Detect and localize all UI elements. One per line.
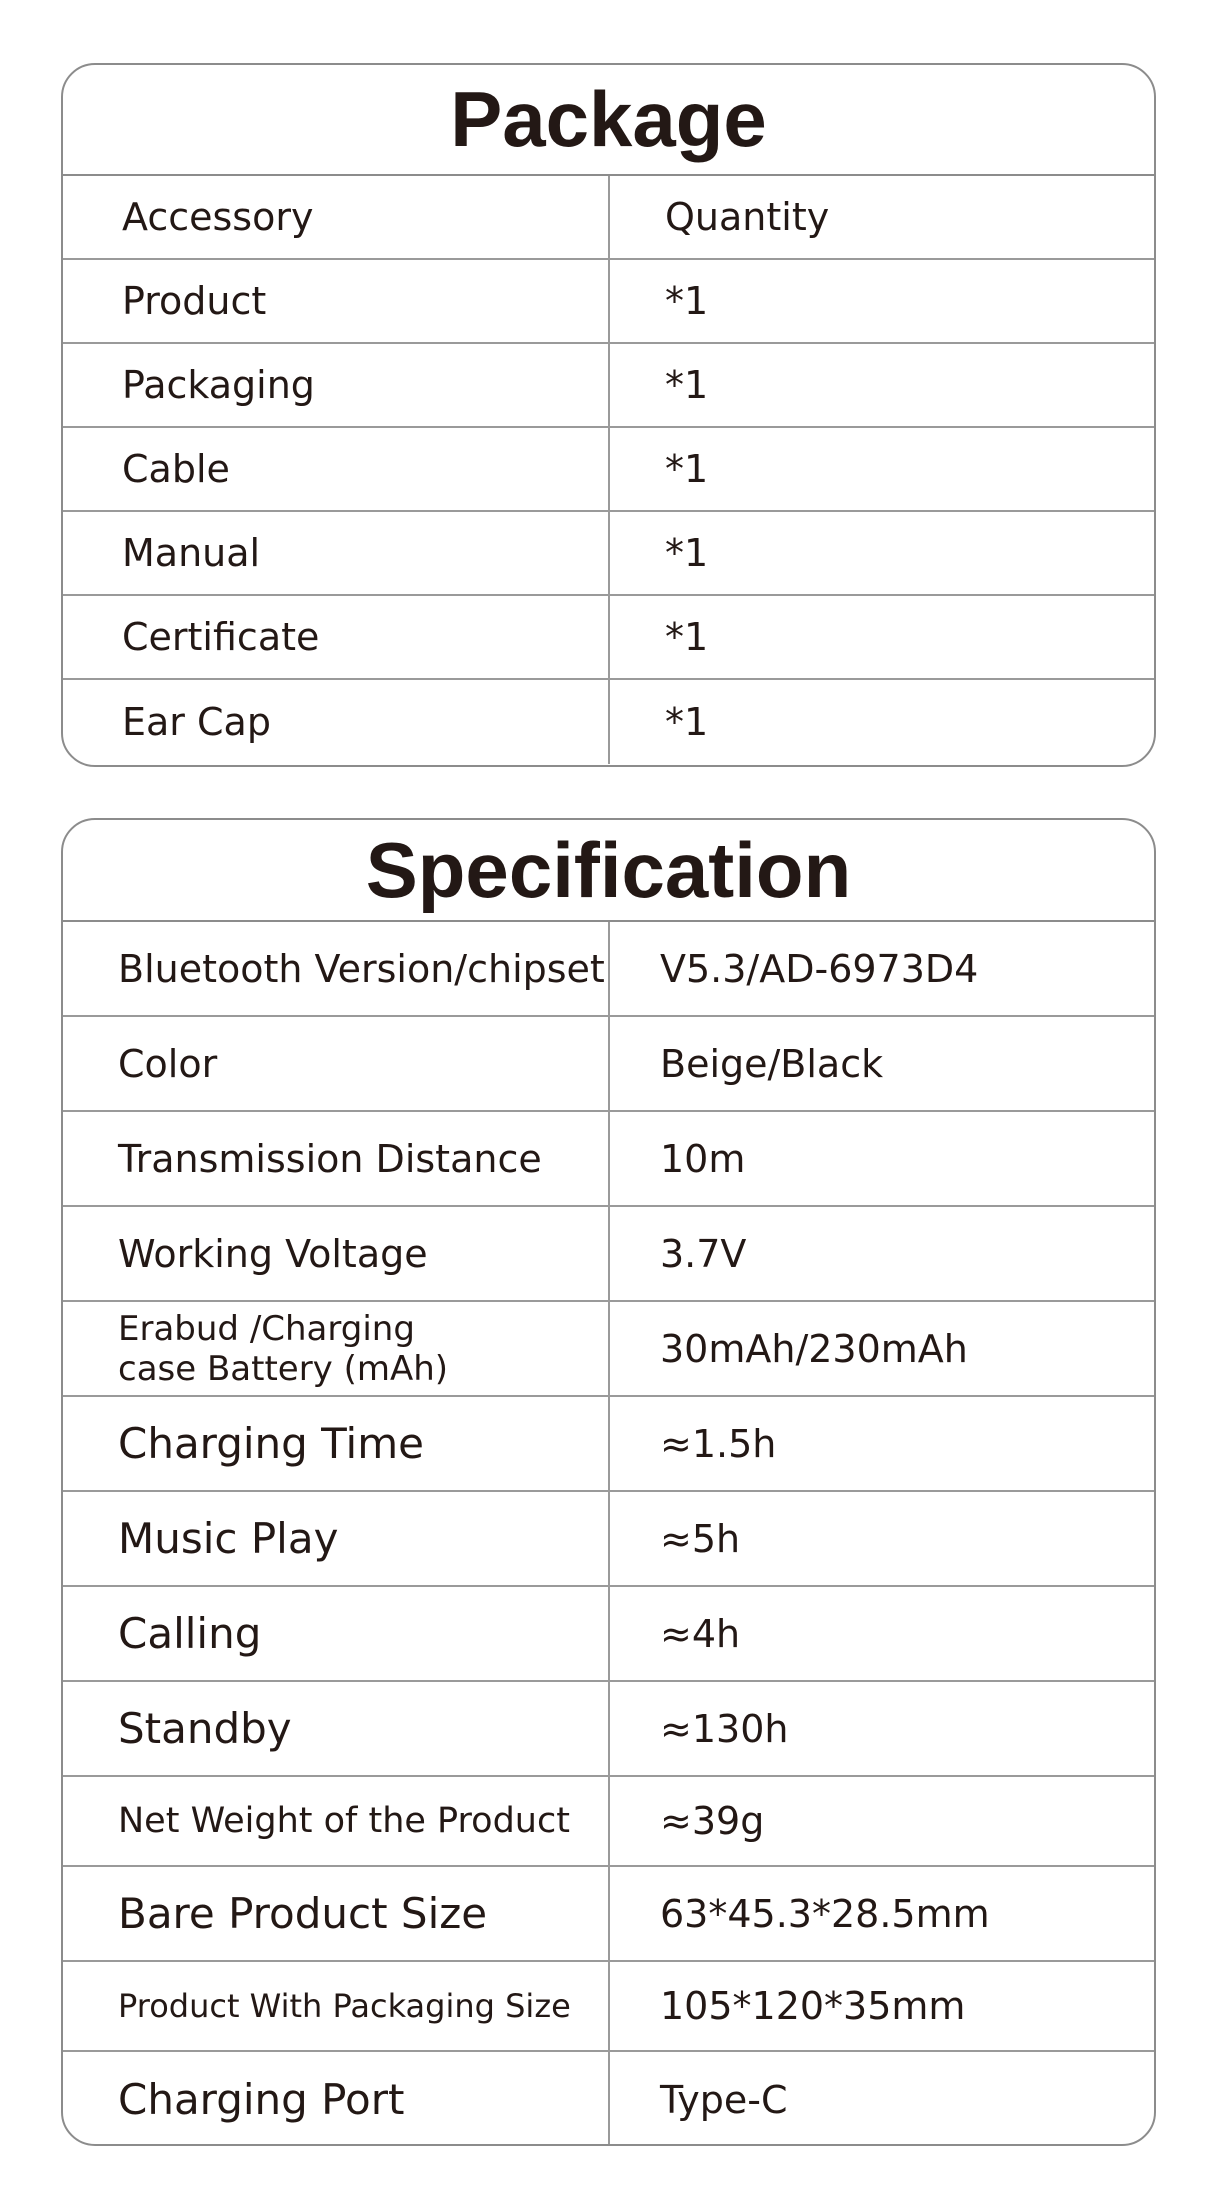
accessory-quantity: *1 — [665, 279, 709, 323]
spec-value: V5.3/AD-6973D4 — [660, 946, 979, 991]
package-row — [63, 428, 1154, 512]
specification-card — [61, 818, 1156, 2146]
accessory-quantity: *1 — [665, 447, 709, 491]
spec-label: Standby — [63, 1682, 610, 1775]
spec-value: 30mAh/230mAh — [660, 1326, 968, 1371]
package-card — [61, 63, 1156, 767]
spec-row — [63, 1492, 1154, 1587]
spec-row — [63, 1112, 1154, 1207]
accessory-quantity: *1 — [665, 531, 709, 575]
spec-row — [63, 1587, 1154, 1682]
spec-row — [63, 1682, 1154, 1777]
package-row — [63, 512, 1154, 596]
accessory-quantity: *1 — [665, 363, 709, 407]
accessory-name: Certificate — [63, 596, 610, 678]
spec-value: ≈130h — [660, 1706, 789, 1751]
spec-value: 63*45.3*28.5mm — [660, 1891, 990, 1936]
spec-row — [63, 1777, 1154, 1867]
spec-label: Product With Packaging Size — [63, 1962, 610, 2050]
spec-label: Charging Time — [63, 1397, 610, 1490]
spec-label: Charging Port — [63, 2052, 610, 2146]
spec-label: Calling — [63, 1587, 610, 1680]
spec-value: 10m — [660, 1136, 746, 1181]
accessory-name: Manual — [63, 512, 610, 594]
spec-value: ≈4h — [660, 1611, 741, 1656]
accessory-name: Product — [63, 260, 610, 342]
spec-row — [63, 1397, 1154, 1492]
spec-value: Beige/Black — [660, 1041, 884, 1086]
accessory-quantity: *1 — [665, 700, 709, 744]
accessory-name: Cable — [63, 428, 610, 510]
package-row — [63, 260, 1154, 344]
package-title: Package — [63, 65, 1154, 176]
spec-row — [63, 1962, 1154, 2052]
accessory-header: Accessory — [63, 176, 610, 258]
spec-label: Working Voltage — [63, 1207, 610, 1300]
spec-label: Net Weight of the Product — [63, 1777, 610, 1865]
spec-row — [63, 922, 1154, 1017]
spec-value: Type-C — [660, 2077, 788, 2122]
package-row — [63, 344, 1154, 428]
spec-row — [63, 1867, 1154, 1962]
spec-value: 3.7V — [660, 1231, 747, 1276]
spec-row — [63, 2052, 1154, 2146]
spec-value: ≈1.5h — [660, 1421, 777, 1466]
spec-row — [63, 1302, 1154, 1397]
accessory-name: Packaging — [63, 344, 610, 426]
spec-value: 105*120*35mm — [660, 1984, 966, 2028]
package-row — [63, 596, 1154, 680]
spec-label: Bare Product Size — [63, 1867, 610, 1960]
spec-row — [63, 1017, 1154, 1112]
quantity-header: Quantity — [665, 195, 830, 239]
spec-label: Transmission Distance — [63, 1112, 610, 1205]
spec-label: Music Play — [63, 1492, 610, 1585]
spec-label: Bluetooth Version/chipset — [63, 922, 610, 1015]
spec-value: ≈5h — [660, 1516, 741, 1561]
spec-value: ≈39g — [660, 1799, 765, 1843]
package-row — [63, 680, 1154, 764]
specification-title: Specification — [63, 820, 1154, 922]
package-header-row — [63, 176, 1154, 260]
accessory-quantity: *1 — [665, 615, 709, 659]
spec-row — [63, 1207, 1154, 1302]
accessory-name: Ear Cap — [63, 680, 610, 764]
spec-label: Color — [63, 1017, 610, 1110]
spec-label: Erabud /Charging case Battery (mAh) — [63, 1302, 610, 1395]
